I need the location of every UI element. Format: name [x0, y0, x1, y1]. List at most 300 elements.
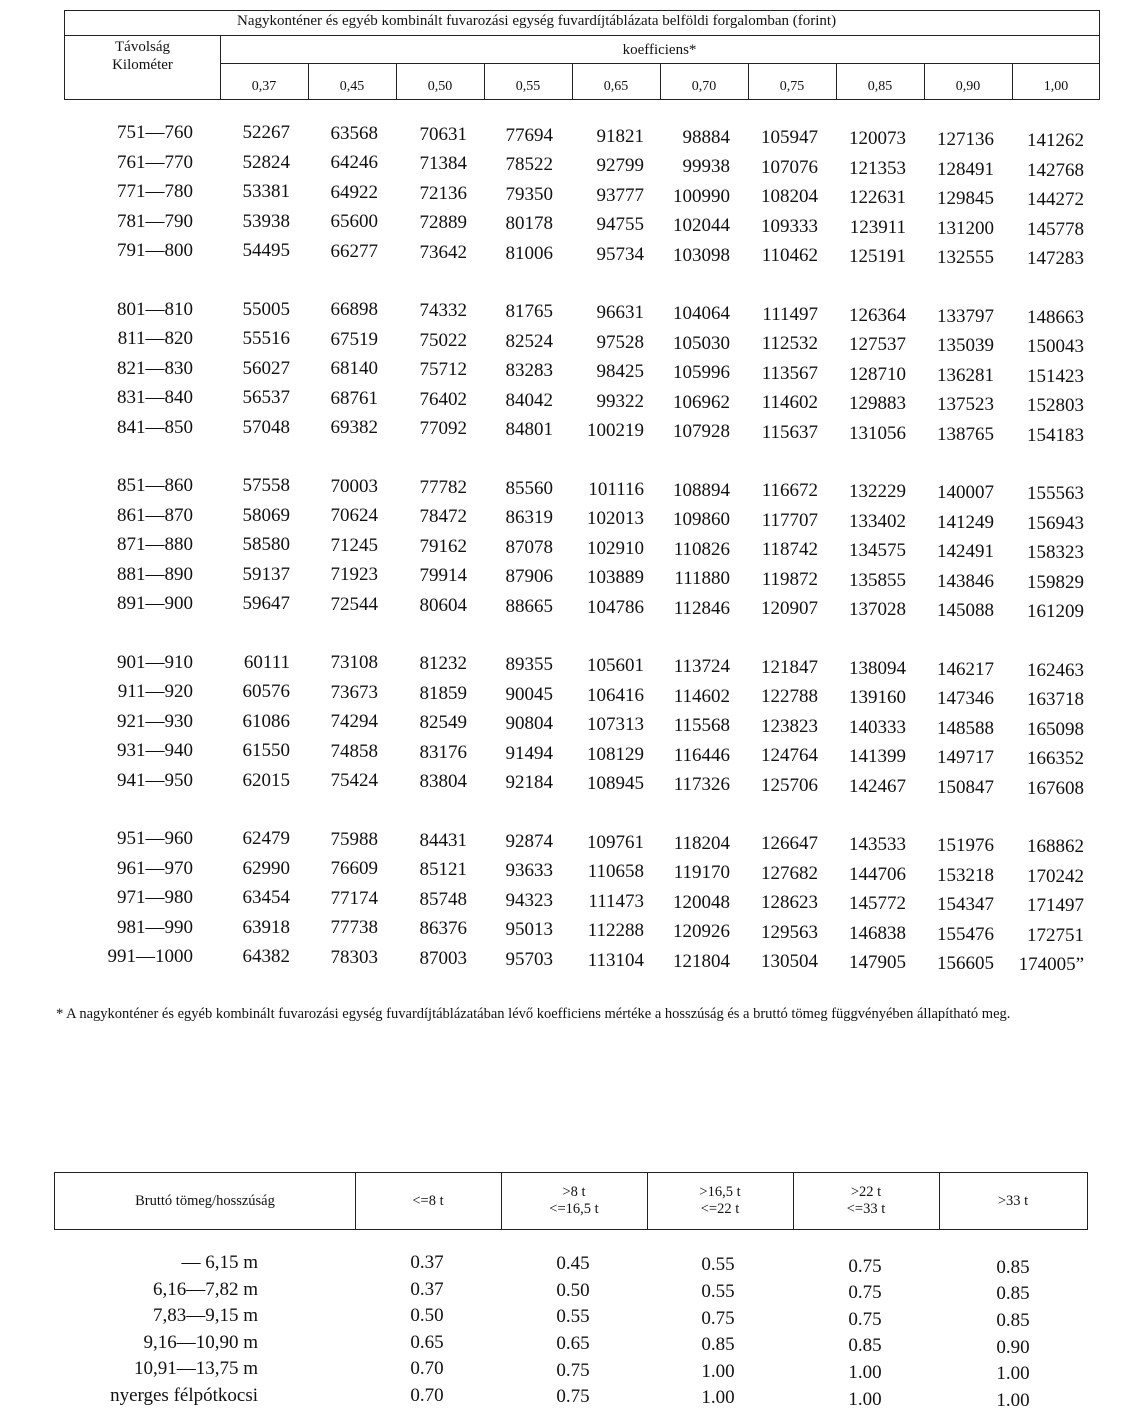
fare-cell: 110658: [587, 861, 644, 883]
fare-cell: 122631: [849, 187, 906, 209]
fare-cell: 135039: [937, 335, 994, 357]
t2-header-col5: >33 t: [997, 1192, 1029, 1209]
fare-cell: 126647: [761, 833, 818, 855]
fare-cell: 106962: [673, 391, 730, 413]
fare-cell: 105030: [673, 332, 730, 354]
fare-cell: 167608: [1027, 777, 1084, 799]
fare-cell: 71923: [330, 564, 378, 586]
fare-cell: 147283: [1027, 248, 1084, 270]
fare-cell: 165098: [1027, 718, 1084, 740]
fare-cell: 83804: [419, 771, 467, 793]
distance-cell: 911—920: [117, 681, 193, 702]
main-table-header: [64, 10, 1100, 100]
fare-cell: 63454: [242, 887, 290, 908]
coefficient-value: 0.85: [996, 1256, 1030, 1278]
fare-cell: 117707: [761, 509, 818, 531]
fare-cell: 146838: [849, 922, 906, 944]
fare-cell: 155563: [1027, 483, 1084, 505]
header-rule: [396, 63, 397, 99]
fare-cell: 84431: [419, 829, 467, 851]
fare-cell: 142768: [1027, 159, 1084, 181]
fare-cell: 107313: [587, 714, 644, 736]
fare-cell: 93777: [596, 184, 644, 206]
fare-cell: 57558: [242, 475, 290, 496]
fare-cell: 56537: [242, 387, 290, 408]
fare-cell: 118742: [761, 539, 818, 561]
fare-cell: 71384: [419, 153, 467, 175]
fare-cell: 145088: [937, 600, 994, 622]
fare-cell: 92874: [505, 830, 553, 852]
fare-cell: 113567: [761, 362, 818, 384]
fare-cell: 70003: [330, 475, 378, 497]
fare-cell: 123823: [761, 715, 818, 737]
fare-cell: 120907: [761, 598, 818, 620]
fare-cell: 68761: [330, 387, 378, 409]
header-rule: [924, 63, 925, 99]
distance-cell: 961—970: [117, 857, 193, 879]
fare-cell: 105996: [673, 362, 730, 383]
fare-cell: 125706: [761, 774, 818, 796]
fare-cell: 112288: [587, 920, 644, 942]
coefficient-value: 0.75: [848, 1282, 882, 1304]
fare-cell: 114602: [673, 685, 730, 707]
fare-cell: 66277: [330, 240, 378, 262]
header-rule: [1012, 63, 1013, 99]
t2-header-col4: >22 t <=33 t: [846, 1184, 886, 1217]
fare-cell: 102013: [587, 508, 644, 530]
fare-cell: 168862: [1027, 836, 1084, 858]
fare-cell: 72544: [330, 593, 378, 615]
table-title: Nagykonténer és egyéb kombinált fuvarozási egység fuvardíjtáblázata belföldi forgalomban (forint): [237, 13, 837, 29]
fare-cell: 82524: [505, 330, 553, 352]
fare-cell: 87003: [419, 947, 467, 969]
fare-cell: 120073: [849, 128, 906, 150]
t2-header-col3: >16,5 t <=22 t: [699, 1184, 741, 1217]
header-rule: [748, 63, 749, 99]
coefficient-value: 0.75: [556, 1386, 590, 1408]
fare-cell: 77738: [330, 917, 378, 939]
fare-cell: 84801: [505, 419, 553, 441]
fare-cell: 52824: [242, 151, 290, 173]
fare-cell: 153218: [937, 864, 994, 886]
fare-cell: 158323: [1027, 542, 1084, 564]
fare-cell: 140333: [849, 716, 906, 738]
fare-cell: 64922: [330, 181, 378, 203]
fare-cell: 144272: [1027, 189, 1084, 211]
coefficient-table-header: [54, 1172, 1088, 1230]
fare-cell: 84042: [505, 389, 553, 411]
fare-cell: 75022: [419, 329, 467, 351]
fare-cell: 137028: [849, 599, 906, 621]
length-label: 9,16—10,90 m: [143, 1331, 258, 1353]
coefficient-header-cell: 0,45: [339, 79, 365, 94]
fare-cell: 107928: [673, 421, 730, 442]
length-label: — 6,15 m: [181, 1252, 258, 1273]
fare-cell: 102044: [673, 215, 730, 236]
coefficient-value: 0.70: [410, 1385, 444, 1406]
fare-cell: 118204: [673, 832, 730, 854]
fare-cell: 141249: [937, 511, 994, 533]
length-label: 10,91—13,75 m: [133, 1358, 258, 1380]
coefficient-value: 0.55: [701, 1281, 735, 1302]
fare-cell: 62990: [242, 857, 290, 879]
fare-cell: 80178: [505, 213, 553, 235]
fare-cell: 80604: [419, 594, 467, 616]
fare-cell: 143533: [849, 834, 906, 856]
fare-cell: 95013: [505, 919, 553, 941]
fare-cell: 140007: [937, 482, 994, 504]
fare-cell: 69382: [330, 417, 378, 439]
fare-cell: 78303: [330, 946, 378, 968]
fare-cell: 113724: [673, 656, 730, 677]
fare-cell: 92799: [596, 155, 644, 177]
fare-cell: 132229: [849, 481, 906, 503]
coefficient-value: 1.00: [848, 1362, 882, 1383]
fare-cell: 126364: [849, 304, 906, 326]
fare-cell: 67519: [330, 328, 378, 350]
coefficient-value: 0.85: [848, 1335, 882, 1357]
distance-cell: 881—890: [117, 563, 193, 585]
fare-cell: 77174: [330, 887, 378, 909]
distance-cell: 941—950: [117, 769, 193, 791]
coefficient-header-cell: 0,70: [691, 79, 717, 94]
coefficient-value: 1.00: [996, 1389, 1030, 1411]
fare-cell: 141262: [1027, 130, 1084, 152]
coefficient-header-cell: 0,65: [603, 79, 629, 94]
fare-cell: 77694: [505, 124, 553, 146]
fare-cell: 127537: [849, 334, 906, 356]
fare-cell: 81859: [419, 682, 467, 704]
fare-cell: 146217: [937, 658, 994, 680]
fare-cell: 152803: [1027, 395, 1084, 417]
fare-cell: 102910: [587, 537, 644, 559]
header-rule: [660, 63, 661, 99]
coefficient-value: 0.37: [410, 1278, 444, 1300]
fare-cell: 97528: [596, 331, 644, 353]
fare-cell: 57048: [242, 416, 290, 438]
fare-cell: 170242: [1027, 865, 1084, 887]
fare-cell: 141399: [849, 746, 906, 768]
fare-cell: 174005”: [1018, 954, 1084, 976]
fare-cell: 68140: [330, 358, 378, 380]
coefficient-value: 0.75: [556, 1359, 590, 1381]
header-rule: [836, 63, 837, 99]
header-rule: [572, 63, 573, 99]
fare-cell: 120926: [673, 921, 730, 942]
fare-cell: 121804: [673, 950, 730, 972]
header-rule: [484, 63, 485, 99]
fare-cell: 154347: [937, 894, 994, 916]
fare-cell: 61550: [242, 740, 290, 761]
fare-cell: 129563: [761, 921, 818, 943]
fare-cell: 132555: [937, 247, 994, 269]
fare-cell: 122788: [761, 686, 818, 708]
fare-cell: 142467: [849, 775, 906, 797]
fare-cell: 129845: [937, 188, 994, 210]
length-label: 6,16—7,82 m: [152, 1278, 258, 1300]
fare-cell: 133797: [937, 305, 994, 327]
fare-cell: 111880: [674, 568, 730, 589]
distance-cell: 851—860: [117, 475, 193, 496]
fare-cell: 108129: [587, 743, 644, 765]
fare-cell: 156943: [1027, 512, 1084, 534]
fare-cell: 149717: [937, 747, 994, 769]
fare-cell: 111497: [762, 303, 818, 325]
fare-cell: 81765: [505, 301, 553, 323]
fare-cell: 172751: [1027, 924, 1084, 946]
coefficient-value: 0.50: [556, 1279, 590, 1301]
fare-cell: 75988: [330, 828, 378, 850]
fare-cell: 145778: [1027, 218, 1084, 240]
fare-cell: 103098: [673, 244, 730, 266]
fare-cell: 54495: [242, 240, 290, 261]
coefficient-value: 0.45: [556, 1253, 590, 1275]
fare-cell: 55516: [242, 328, 290, 349]
fare-cell: 104786: [587, 596, 644, 618]
fare-cell: 115637: [761, 421, 818, 443]
distance-cell: 891—900: [117, 593, 193, 614]
fare-cell: 108945: [587, 773, 644, 795]
fare-cell: 77092: [419, 418, 467, 440]
fare-cell: 145772: [849, 893, 906, 915]
fare-cell: 104064: [673, 303, 730, 324]
t2-header-mass-length: Bruttó tömeg/hosszúság: [135, 1192, 275, 1209]
fare-cell: 74858: [330, 740, 378, 762]
fare-cell: 85121: [419, 859, 467, 881]
coefficient-header-cell: 0,55: [515, 79, 541, 94]
coefficient-value: 1.00: [701, 1387, 735, 1409]
fare-cell: 62015: [242, 769, 290, 791]
coefficient-value: 1.00: [848, 1388, 882, 1410]
fare-cell: 143846: [937, 570, 994, 592]
coefficient-value: 0.75: [848, 1308, 882, 1330]
fare-cell: 86376: [419, 918, 467, 940]
fare-cell: 59647: [242, 593, 290, 614]
fare-cell: 88665: [505, 595, 553, 617]
fare-cell: 87078: [505, 536, 553, 558]
coefficient-header: koefficiens*: [622, 42, 697, 58]
coefficient-value: 0.37: [410, 1252, 444, 1273]
fare-cell: 79914: [419, 565, 467, 587]
fare-cell: 125191: [849, 246, 906, 268]
distance-cell: 761—770: [117, 151, 193, 173]
fare-cell: 94323: [505, 889, 553, 911]
fare-cell: 59137: [242, 563, 290, 585]
fare-cell: 150847: [937, 776, 994, 798]
distance-cell: 991—1000: [107, 946, 193, 967]
fare-cell: 71245: [330, 534, 378, 556]
fare-cell: 117326: [673, 774, 730, 795]
distance-cell: 781—790: [117, 210, 193, 232]
coefficient-value: 0.75: [701, 1307, 735, 1329]
fare-cell: 151423: [1027, 365, 1084, 387]
fare-cell: 136281: [937, 364, 994, 386]
fare-cell: 138765: [937, 423, 994, 445]
fare-cell: 147346: [937, 688, 994, 710]
fare-cell: 166352: [1027, 748, 1084, 770]
fare-cell: 162463: [1027, 659, 1084, 681]
fare-cell: 63918: [242, 916, 290, 938]
coefficient-value: 0.90: [996, 1336, 1030, 1358]
fare-cell: 109761: [587, 831, 644, 853]
fare-cell: 89355: [505, 654, 553, 676]
fare-cell: 116446: [673, 744, 730, 766]
fare-cell: 90045: [505, 683, 553, 705]
fare-cell: 124764: [761, 745, 818, 767]
fare-cell: 142491: [937, 541, 994, 563]
fare-cell: 119872: [761, 568, 818, 590]
fare-cell: 79162: [419, 535, 467, 557]
fare-cell: 98884: [682, 126, 730, 148]
fare-cell: 78472: [419, 506, 467, 528]
coefficient-header-cell: 0,90: [955, 79, 981, 94]
fare-cell: 150043: [1027, 336, 1084, 358]
coefficient-header-cell: 0,37: [251, 79, 277, 94]
distance-cell: 921—930: [117, 710, 193, 732]
fare-cell: 85748: [419, 888, 467, 910]
fare-cell: 98425: [596, 361, 644, 383]
fare-cell: 53938: [242, 210, 290, 232]
fare-cell: 100990: [673, 185, 730, 207]
distance-cell: 831—840: [117, 387, 193, 408]
fare-cell: 135855: [849, 569, 906, 591]
fare-cell: 96631: [596, 302, 644, 324]
fare-cell: 91821: [596, 125, 644, 147]
fare-cell: 72136: [419, 182, 467, 204]
fare-cell: 73642: [419, 241, 467, 263]
fare-cell: 107076: [761, 156, 818, 178]
fare-cell: 138094: [849, 657, 906, 679]
distance-cell: 861—870: [117, 504, 193, 526]
distance-header-line2: Kilométer: [112, 57, 173, 73]
fare-cell: 100219: [587, 420, 644, 442]
fare-cell: 130504: [761, 951, 818, 973]
footnote: * A nagykonténer és egyéb kombinált fuvarozási egység fuvardíjtáblázatában lévő koefficiens mértéke a hosszúság és a bruttó tömeg függvényében állapítható meg.: [56, 1006, 1011, 1022]
fare-cell: 75424: [330, 770, 378, 792]
coefficient-value: 0.85: [996, 1283, 1030, 1305]
distance-cell: 821—830: [117, 357, 193, 379]
fare-cell: 101116: [588, 478, 644, 500]
fare-cell: 105601: [587, 655, 644, 677]
fare-cell: 114602: [761, 392, 818, 414]
fare-cell: 73673: [330, 681, 378, 703]
fare-cell: 151976: [937, 835, 994, 857]
fare-cell: 131056: [849, 422, 906, 444]
fare-cell: 70624: [330, 505, 378, 527]
fare-cell: 81006: [505, 242, 553, 264]
fare-cell: 103889: [587, 567, 644, 589]
fare-cell: 56027: [242, 357, 290, 379]
fare-cell: 113104: [587, 949, 644, 971]
distance-cell: 811—820: [117, 328, 193, 349]
fare-cell: 76609: [330, 858, 378, 880]
fare-cell: 74332: [419, 300, 467, 322]
fare-cell: 94755: [596, 214, 644, 236]
fare-cell: 95734: [596, 243, 644, 265]
fare-cell: 93633: [505, 860, 553, 882]
fare-cell: 171497: [1027, 895, 1084, 917]
fare-cell: 79350: [505, 183, 553, 205]
fare-cell: 121847: [761, 656, 818, 678]
fare-cell: 63568: [330, 122, 378, 144]
fare-cell: 78522: [505, 154, 553, 176]
fare-cell: 128491: [937, 158, 994, 180]
distance-cell: 951—960: [117, 828, 193, 849]
fare-cell: 82549: [419, 712, 467, 734]
distance-cell: 901—910: [117, 651, 193, 673]
distance-cell: 841—850: [117, 416, 193, 438]
fare-cell: 154183: [1027, 424, 1084, 446]
fare-cell: 74294: [330, 711, 378, 733]
coefficient-header-cell: 0,50: [427, 79, 453, 94]
fare-cell: 62479: [242, 828, 290, 849]
distance-cell: 971—980: [117, 887, 193, 908]
fare-cell: 121353: [849, 157, 906, 179]
length-label: nyerges félpótkocsi: [110, 1385, 258, 1406]
fare-cell: 64382: [242, 946, 290, 967]
fare-cell: 108204: [761, 186, 818, 208]
fare-cell: 72889: [419, 212, 467, 234]
fare-cell: 77782: [419, 476, 467, 498]
distance-cell: 981—990: [117, 916, 193, 938]
fare-cell: 60111: [243, 651, 290, 673]
fare-cell: 81232: [419, 653, 467, 675]
fare-cell: 137523: [937, 394, 994, 416]
fare-cell: 128710: [849, 363, 906, 385]
distance-cell: 791—800: [117, 240, 193, 261]
fare-cell: 148663: [1027, 306, 1084, 328]
fare-cell: 60576: [242, 681, 290, 702]
fare-cell: 111473: [588, 890, 644, 912]
coefficient-header-cell: 1,00: [1043, 79, 1069, 94]
fare-cell: 90804: [505, 713, 553, 735]
coefficient-header-cell: 0,85: [867, 79, 893, 94]
fare-cell: 163718: [1027, 689, 1084, 711]
coefficient-value: 0.65: [556, 1333, 590, 1354]
fare-cell: 73108: [330, 652, 378, 674]
fare-cell: 139160: [849, 687, 906, 709]
coefficient-value: 1.00: [701, 1360, 735, 1382]
fare-cell: 156605: [937, 953, 994, 975]
distance-cell: 871—880: [117, 534, 193, 555]
fare-cell: 120048: [673, 891, 730, 913]
fare-cell: 148588: [937, 717, 994, 739]
t2-header-col1: <=8 t: [412, 1192, 444, 1209]
coefficient-value: 0.55: [556, 1306, 590, 1328]
coefficient-value: 0.85: [701, 1334, 735, 1356]
fare-cell: 147905: [849, 952, 906, 974]
distance-cell: 801—810: [117, 298, 193, 320]
fare-cell: 55005: [242, 298, 290, 320]
fare-cell: 58580: [242, 534, 290, 555]
coefficient-value: 0.50: [410, 1305, 444, 1327]
fare-cell: 70631: [419, 123, 467, 145]
fare-cell: 75712: [419, 359, 467, 381]
fare-cell: 83283: [505, 360, 553, 382]
distance-cell: 751—760: [117, 122, 193, 143]
fare-cell: 127682: [761, 862, 818, 884]
coefficient-value: 0.85: [996, 1310, 1030, 1331]
fare-cell: 144706: [849, 863, 906, 885]
fare-cell: 109860: [673, 509, 730, 530]
fare-cell: 99938: [682, 156, 730, 177]
fare-cell: 109333: [761, 215, 818, 237]
fare-cell: 106416: [587, 684, 644, 706]
coefficient-value: 0.70: [410, 1358, 444, 1380]
fare-cell: 99322: [596, 390, 644, 412]
fare-cell: 66898: [330, 299, 378, 321]
distance-cell: 931—940: [117, 740, 193, 761]
